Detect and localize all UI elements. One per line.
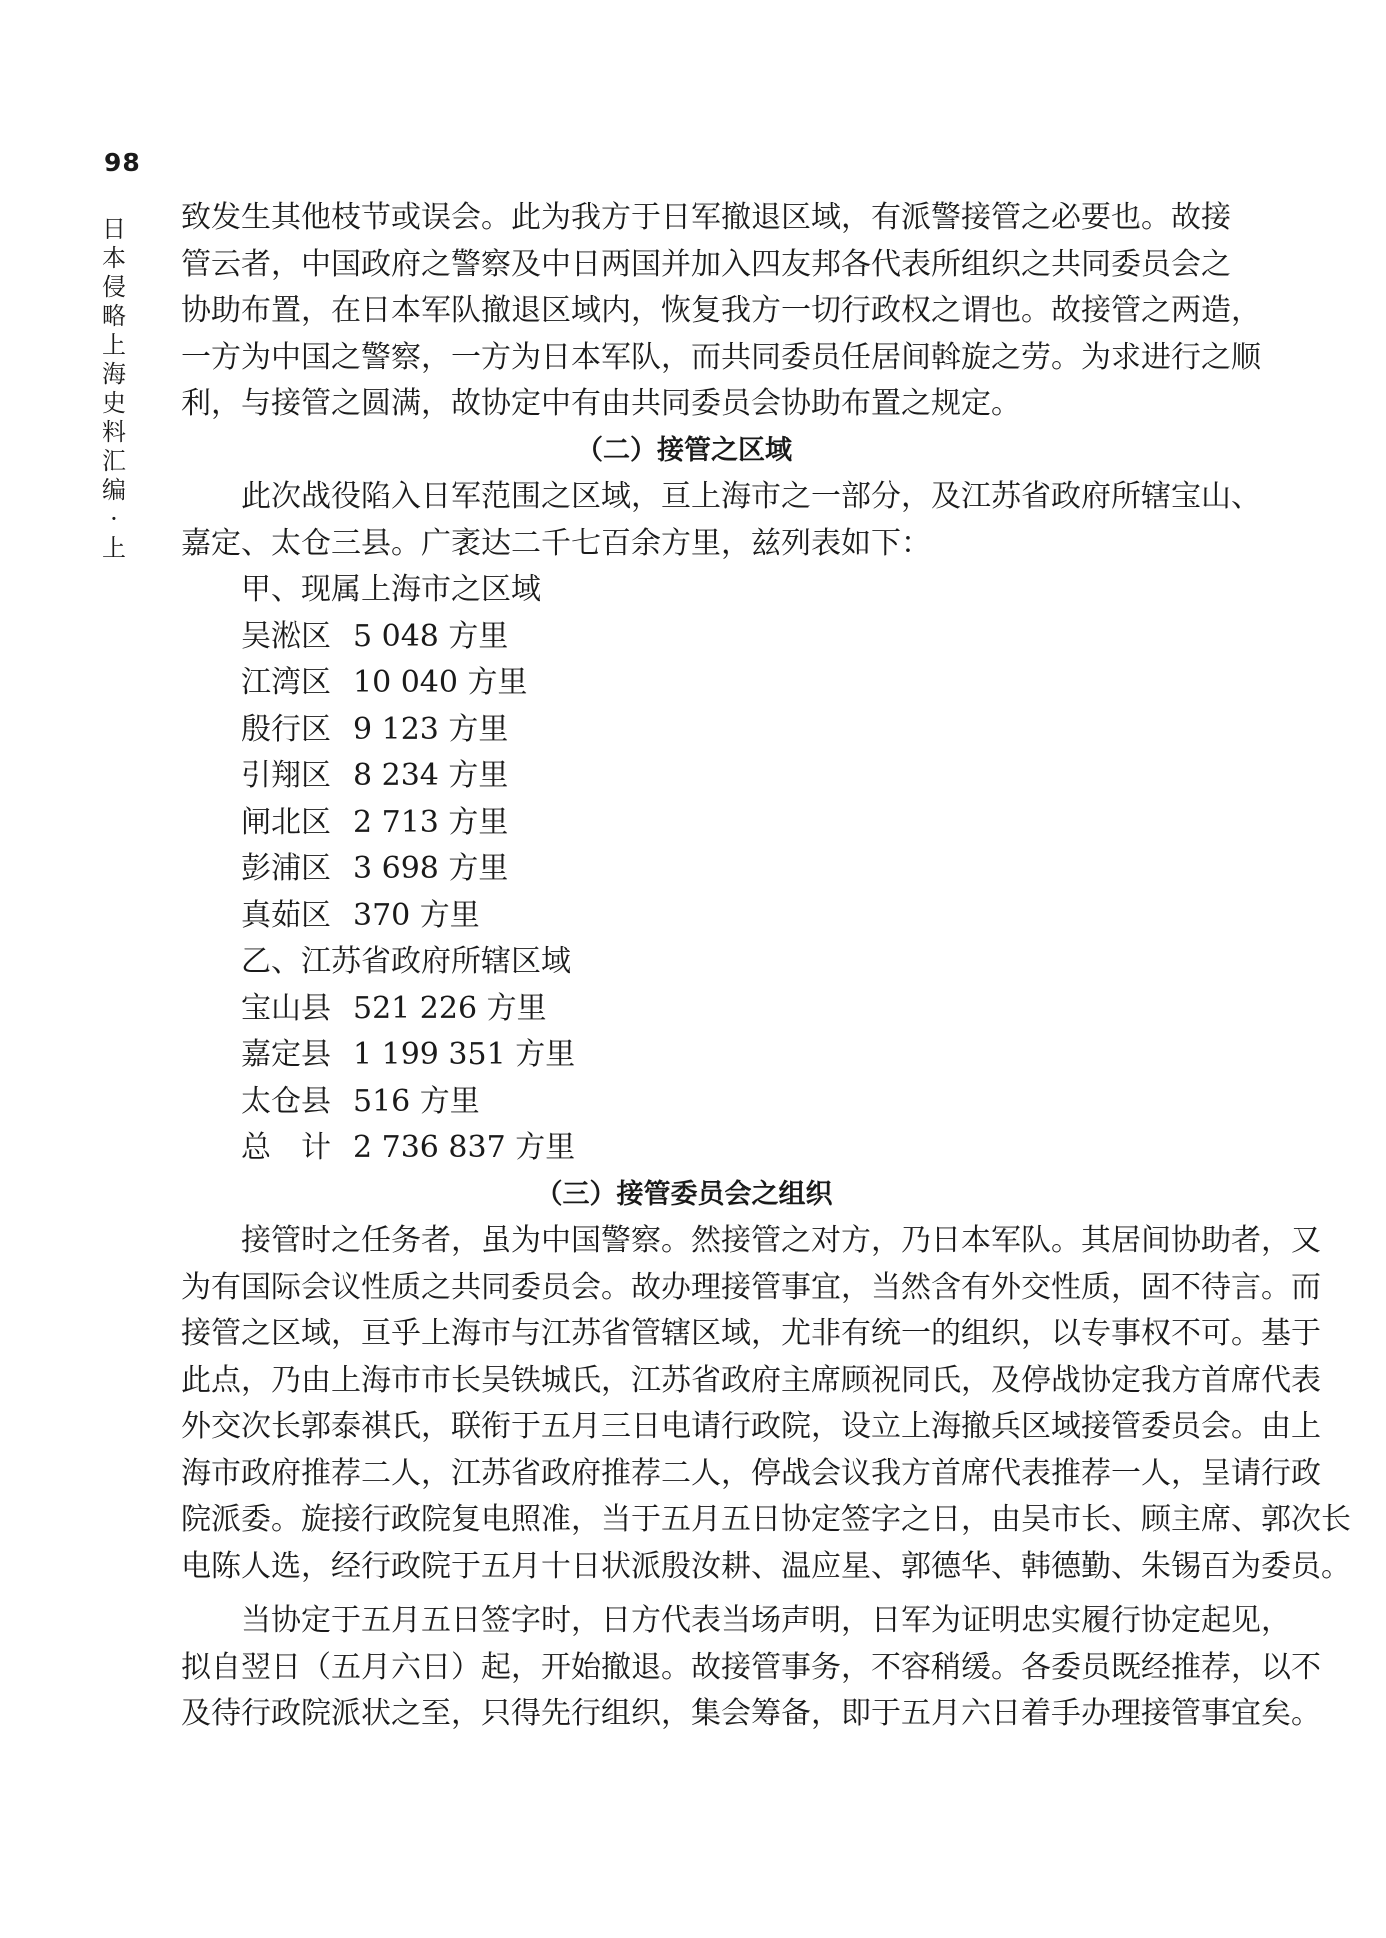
area-value: 521 226 方里 — [353, 990, 547, 1026]
list-item — [181, 986, 1187, 1033]
list-item — [181, 707, 1187, 754]
area-value: 8 234 方里 — [353, 758, 509, 793]
list-subheading-b: 乙、江苏省政府所辖区域 — [241, 944, 571, 979]
text-line: 接管时之任务者，虽为中国警察。然接管之对方，乃日本军队。其居间协助者，又 — [241, 1223, 1321, 1258]
area-value: 1 199 351 方里 — [353, 1037, 576, 1072]
area-value: 3 698 方里 — [353, 851, 509, 886]
list-item — [181, 1079, 1187, 1126]
list-item-total — [181, 1125, 1187, 1172]
list-item — [181, 893, 1187, 940]
text-line: 当协定于五月五日签字时，日方代表当场声明，日军为证明忠实履行协定起见， — [241, 1603, 1291, 1638]
text-line: 接管之区域，亘乎上海市与江苏省管辖区域，尤非有统一的组织，以专事权不可。基于 — [181, 1316, 1321, 1351]
text-line: 及待行政院派状之至，只得先行组织，集会筹备，即于五月六日着手办理接管事宜矣。 — [181, 1696, 1321, 1731]
text-line: 管云者，中国政府之警察及中日两国并加入四友邦各代表所组织之共同委员会之 — [181, 246, 1231, 282]
list-item — [181, 660, 1187, 707]
area-name: 吴淞区 — [241, 618, 331, 654]
text-line: 外交次长郭泰祺氏，联衔于五月三日电请行政院，设立上海撤兵区域接管委员会。由上 — [181, 1409, 1321, 1444]
text-line: 海市政府推荐二人，江苏省政府推荐二人，停战会议我方首席代表推荐一人，呈请行政 — [181, 1455, 1321, 1491]
page-number: 98 — [104, 148, 141, 177]
total-label: 总 计 — [241, 1130, 331, 1165]
total-value: 2 736 837 方里 — [353, 1130, 576, 1165]
area-name: 闸北区 — [241, 804, 331, 840]
paragraph-gap — [181, 1590, 1187, 1598]
area-name: 引翔区 — [241, 758, 331, 793]
area-name: 真茹区 — [241, 897, 331, 933]
list-subheading-a: 甲、现属上海市之区域 — [241, 572, 541, 607]
area-name: 宝山县 — [241, 990, 331, 1026]
area-name: 彭浦区 — [241, 851, 331, 886]
paragraph-3 — [181, 1218, 1351, 1590]
text-line: 此次战役陷入日军范围之区域，亘上海市之一部分，及江苏省政府所辖宝山、 — [241, 479, 1261, 514]
area-name: 嘉定县 — [241, 1037, 331, 1072]
list-item — [181, 846, 1187, 893]
section-heading-3: （三）接管委员会之组织 — [535, 1178, 833, 1210]
list-item — [181, 614, 1187, 661]
text-line: 致发生其他枝节或误会。此为我方于日军撤退区域，有派警接管之必要也。故接 — [181, 200, 1231, 235]
area-value: 10 040 方里 — [353, 665, 528, 700]
area-value: 370 方里 — [353, 897, 480, 933]
page-body — [181, 195, 1351, 1738]
text-line: 此点，乃由上海市市长吴铁城氏，江苏省政府主席顾祝同氏，及停战协定我方首席代表 — [181, 1362, 1321, 1398]
area-name: 江湾区 — [241, 665, 331, 700]
text-line: 嘉定、太仓三县。广袤达二千七百余方里，兹列表如下： — [181, 525, 931, 561]
text-line: 协助布置，在日本军队撤退区域内，恢复我方一切行政权之谓也。故接管之两造， — [181, 293, 1261, 328]
area-value: 516 方里 — [353, 1083, 480, 1119]
running-head: 日本侵略上海史料汇编·上 — [102, 215, 126, 562]
text-line: 为有国际会议性质之共同委员会。故办理接管事宜，当然含有外交性质，固不待言。而 — [181, 1269, 1321, 1305]
paragraph-2 — [181, 474, 1261, 567]
area-name: 殷行区 — [241, 711, 331, 747]
list-item — [181, 1032, 1187, 1079]
text-line: 电陈人选，经行政院于五月十日状派殷汝耕、温应星、郭德华、韩德勤、朱锡百为委员。 — [181, 1548, 1351, 1584]
paragraph-1 — [181, 195, 1261, 428]
text-line: 院派委。旋接行政院复电照准，当于五月五日协定签字之日，由吴市长、顾主席、郭次长 — [181, 1502, 1351, 1537]
area-value: 9 123 方里 — [353, 711, 509, 747]
paragraph-4 — [181, 1598, 1321, 1738]
section-heading-2: （二）接管之区域 — [576, 434, 792, 466]
area-list — [181, 567, 1187, 1172]
area-value: 5 048 方里 — [353, 618, 509, 654]
area-value: 2 713 方里 — [353, 804, 509, 840]
text-line: 一方为中国之警察，一方为日本军队，而共同委员任居间斡旋之劳。为求进行之顺 — [181, 339, 1261, 375]
text-line: 利，与接管之圆满，故协定中有由共同委员会协助布置之规定。 — [181, 386, 1021, 421]
text-line: 拟自翌日（五月六日）起，开始撤退。故接管事务，不容稍缓。各委员既经推荐，以不 — [181, 1649, 1321, 1685]
list-item — [181, 800, 1187, 847]
list-item — [181, 753, 1187, 800]
area-name: 太仓县 — [241, 1083, 331, 1119]
